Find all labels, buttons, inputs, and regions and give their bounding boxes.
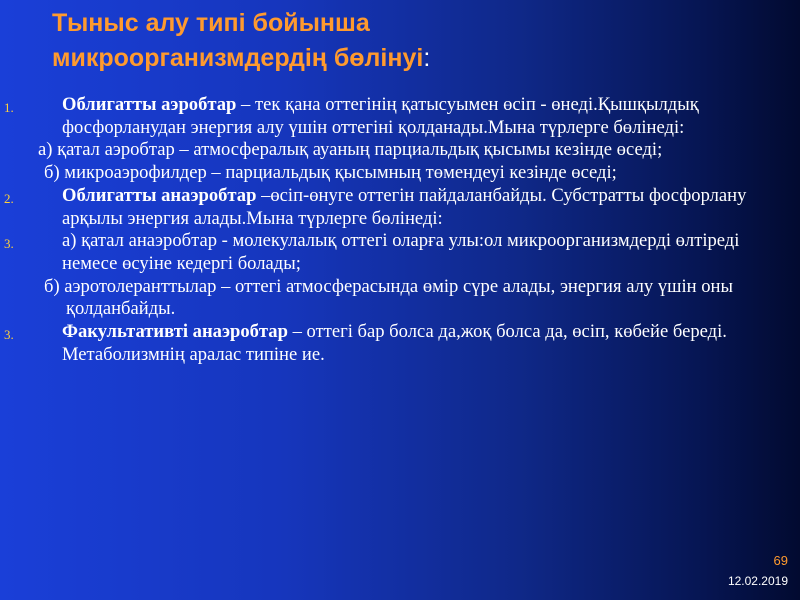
list-item-facultative-anaerobes — [0, 321, 800, 366]
definition: – тек қана оттегінің қатысуымен өсіп - өнеді.Қышқылдық фосфорланудан энергия алу үшін оттегіні қолданады.Мына түрлерге бөлінеді: — [62, 94, 699, 138]
definition: – оттегі бар болса да,жоқ болса да, өсіп, көбейе береді. Метаболизмнің аралас типіне ие. — [62, 321, 727, 365]
definition: б) микроаэрофилдер – парциальдық қысымның төмендеуі кезінде өседі; — [44, 162, 617, 184]
definition: а) қатал аэробтар – атмосфералық ауаның парциальдық қысымы кезінде өседі; — [38, 139, 663, 161]
slide-date: 12.02.2019 — [727, 574, 788, 588]
definition: б) аэротолеранттылар – оттегі атмосферасында өмір сүре алады, энергия алу үшін оны қолданбайды. — [44, 275, 733, 320]
title-line-2-text: микроорганизмдердің бөлінуі — [52, 44, 424, 72]
title-colon: : — [423, 44, 431, 72]
term: Факультативті анаэробтар — [62, 321, 288, 343]
list-marker: 2. — [4, 190, 14, 206]
list-item-obligate-anaerobes — [0, 185, 800, 230]
slide-number: 69 — [773, 553, 788, 568]
title-line-1: Тыныс алу типі бойынша — [52, 9, 370, 37]
definition: а) қатал анаэробтар - молекулалық оттегі оларға улы:ол микроорганизмдерді өлтіреді немесе өсуіне кедергі болады; — [62, 230, 740, 274]
list-item-microaerophiles — [0, 162, 800, 185]
list-item-strict-aerobes — [0, 139, 800, 162]
title-line-2 — [52, 41, 772, 76]
list-marker: 1. — [4, 100, 14, 115]
list-item-aerotolerant — [0, 276, 800, 321]
slide-title — [52, 6, 772, 76]
list-item-obligate-aerobes — [0, 94, 800, 139]
term: Облигатты аэробтар — [62, 94, 237, 115]
slide-content — [0, 94, 800, 366]
term: Облигатты анаэробтар — [62, 184, 257, 206]
list-item-strict-anaerobes — [0, 230, 800, 275]
list-marker: 3. — [4, 236, 14, 252]
list-marker: 3. — [4, 327, 14, 343]
definition: –өсіп-өнуге оттегін пайдаланбайды. Субстратты фосфорлану арқылы энергия алады.Мына түрлерге бөлінеді: — [62, 184, 747, 229]
